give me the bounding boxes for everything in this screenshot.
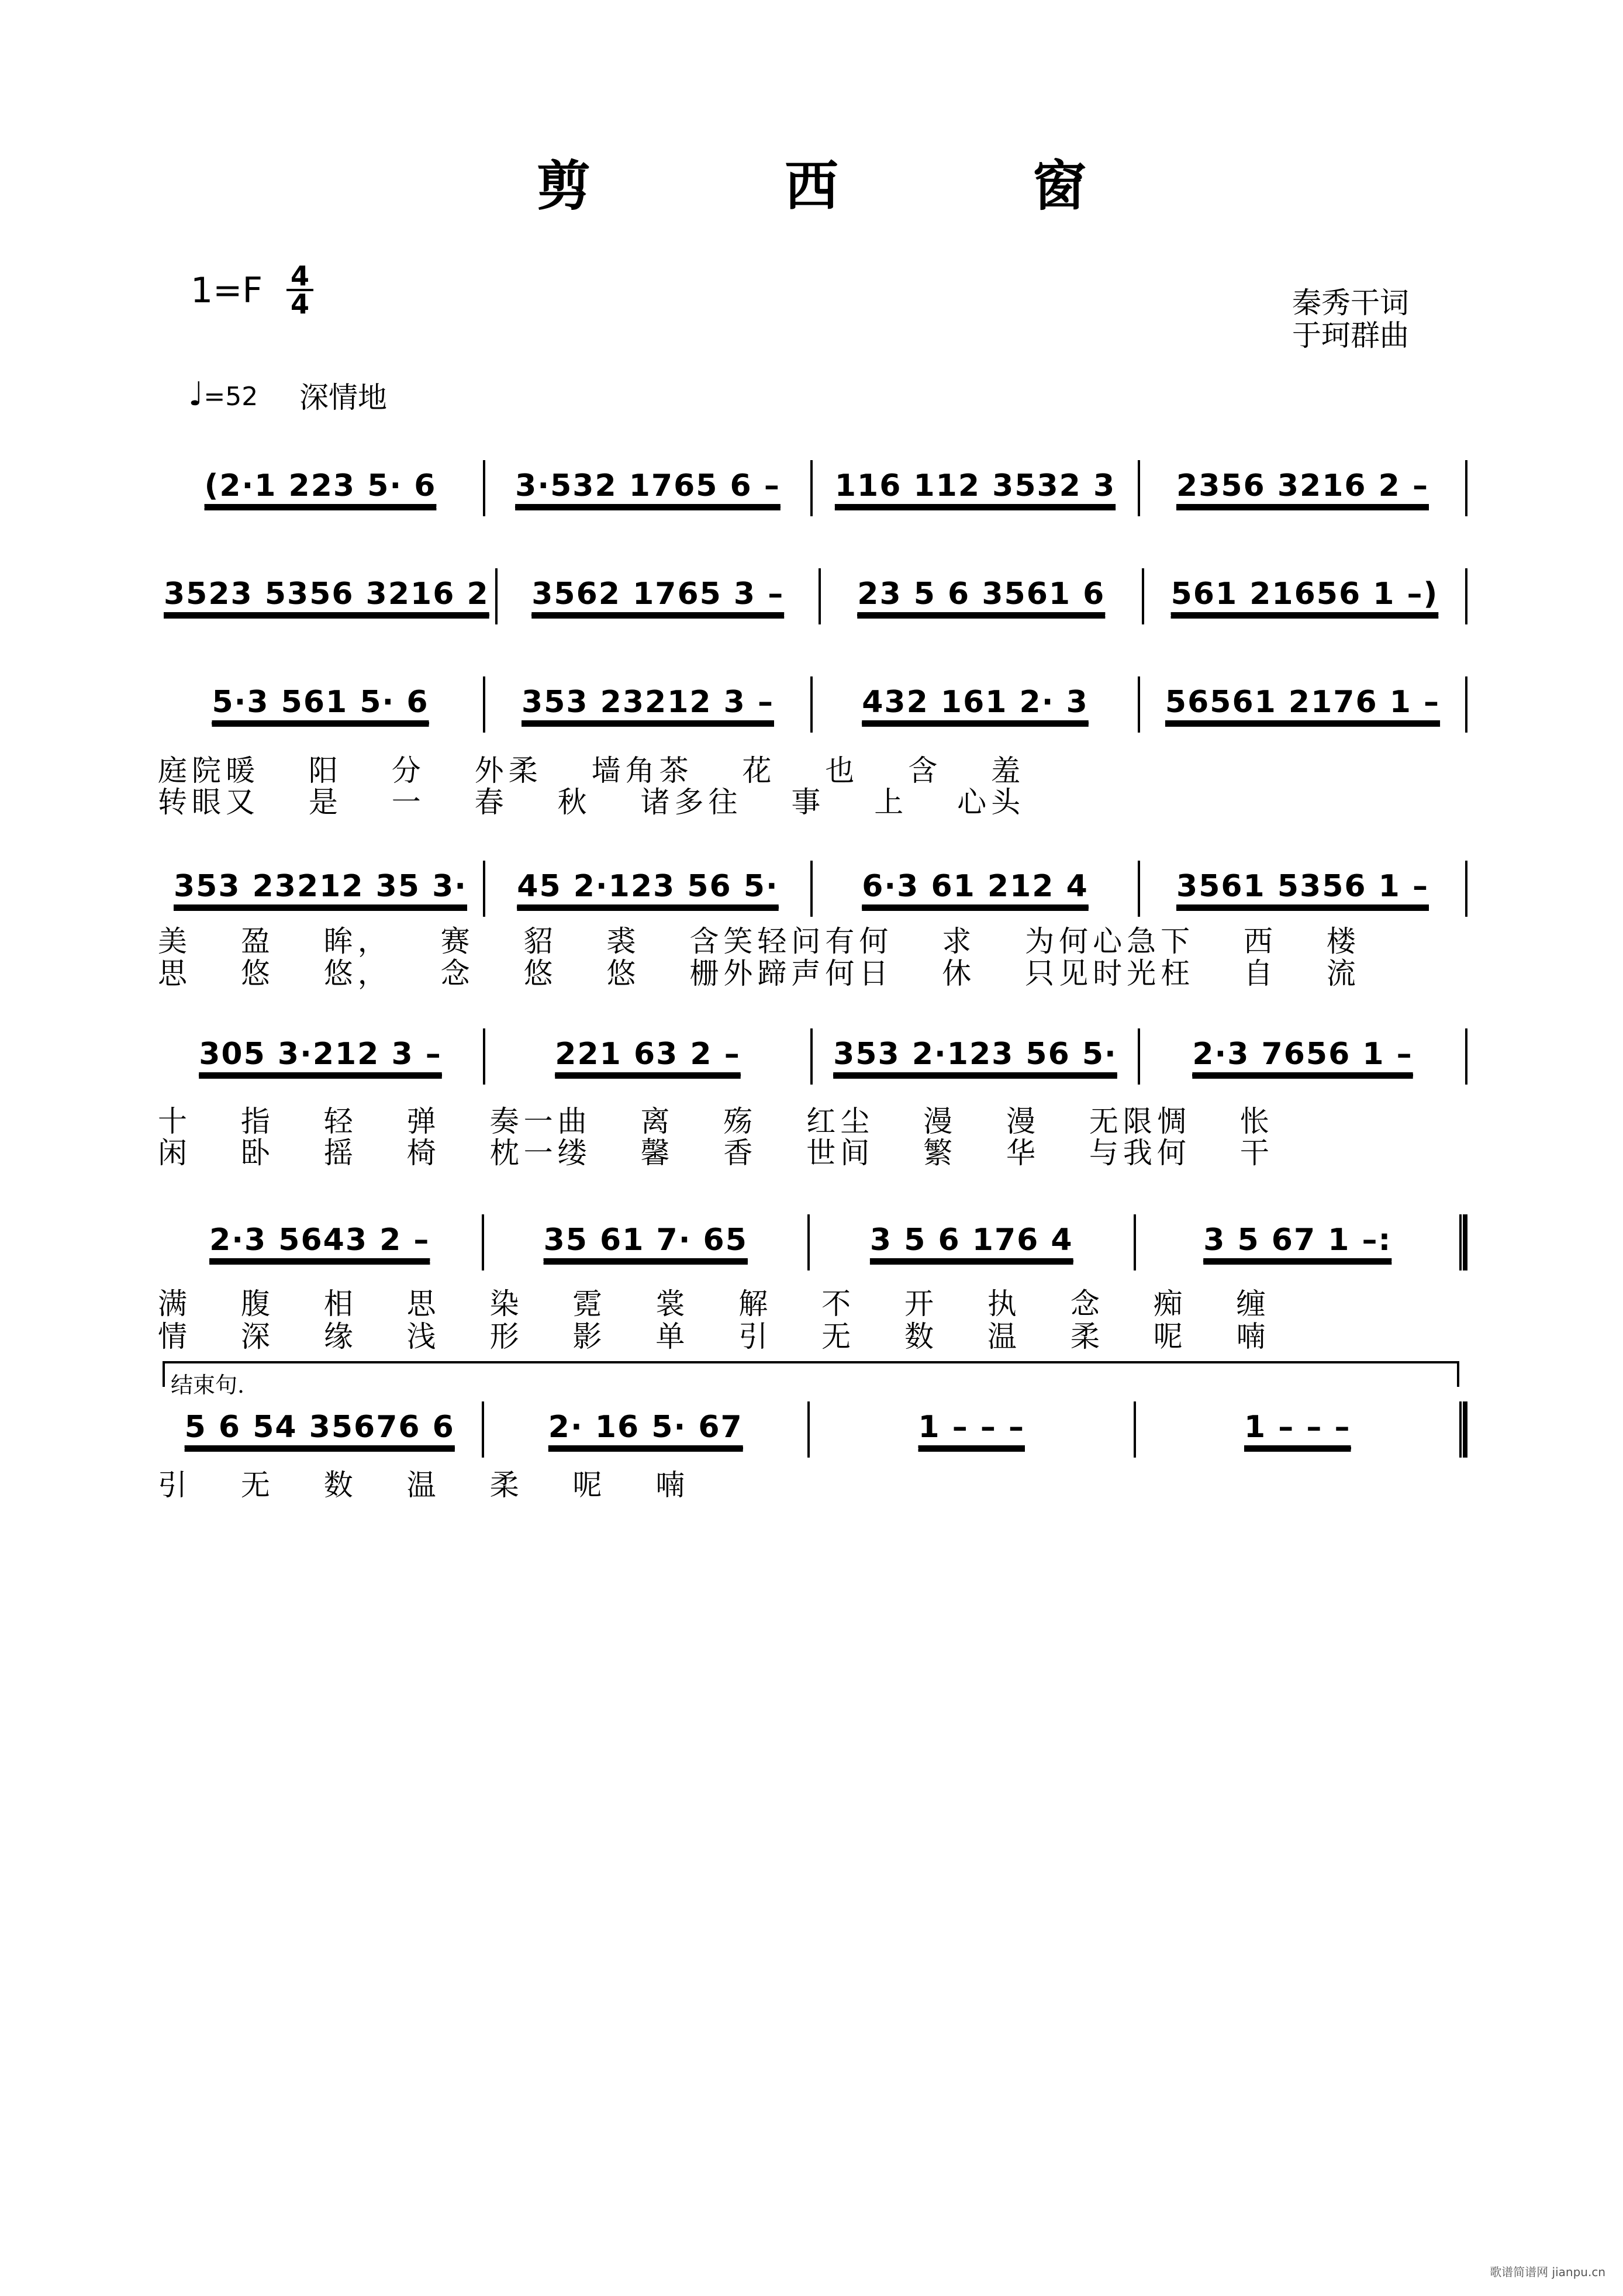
measure-notes: 3·532 1765 6 – — [515, 468, 781, 508]
measure — [158, 1037, 483, 1076]
measure-notes: 353 23212 3 – — [522, 685, 774, 724]
lyric-line: 庭院暖 阳 分 外柔 墙角茶 花 也 含 羞 — [158, 754, 1025, 788]
notation-system-7 — [158, 1397, 1467, 1462]
repeat-barline — [1459, 1214, 1467, 1270]
lyric-line: 满 腹 相 思 染 霓 裳 解 不 开 执 念 痴 缠 — [158, 1287, 1270, 1321]
measure-notes: 56561 2176 1 – — [1165, 685, 1440, 724]
measure — [1144, 576, 1465, 616]
measure-notes: 6·3 61 212 4 — [862, 869, 1089, 909]
measure-notes: 432 161 2· 3 — [862, 685, 1089, 724]
measure-notes: 5 6 54 35676 6 — [185, 1410, 455, 1449]
lyric-line: 引 无 数 温 柔 呢 喃 — [158, 1468, 690, 1502]
measure-notes: 3 5 67 1 –: — [1203, 1223, 1391, 1262]
measure-notes: 5·3 561 5· 6 — [212, 685, 429, 724]
measure — [813, 1037, 1138, 1076]
measure — [158, 468, 483, 508]
measure-notes: 221 63 2 – — [555, 1037, 740, 1076]
measure — [810, 1410, 1134, 1449]
measure — [1140, 869, 1465, 909]
ending-bracket — [163, 1361, 1459, 1398]
measure — [485, 468, 810, 508]
measure — [813, 685, 1138, 724]
measure — [485, 869, 810, 909]
measure — [1140, 468, 1465, 508]
measure — [1140, 1037, 1465, 1076]
measure-notes: 23 5 6 3561 6 — [857, 576, 1105, 616]
measure — [158, 1223, 482, 1262]
expression-marking: 深情地 — [299, 381, 387, 415]
notation-system-4 — [158, 857, 1467, 921]
measure-notes: (2·1 223 5· 6 — [205, 468, 437, 508]
measure — [1140, 685, 1465, 724]
barline — [1465, 460, 1467, 516]
measure — [158, 869, 483, 909]
measure — [821, 576, 1142, 616]
measure-notes: 1 – – – — [918, 1410, 1025, 1449]
page-title: 剪 西 窗 — [536, 154, 1175, 217]
measure — [1136, 1410, 1460, 1449]
ending-label: 结束句. — [171, 1372, 245, 1398]
barline — [1465, 1028, 1467, 1085]
measure-notes: 2·3 5643 2 – — [209, 1223, 430, 1262]
quarter-note-icon: ♩ — [188, 375, 204, 413]
tempo-marking — [188, 375, 258, 413]
lyricist: 秦秀干词 — [1292, 286, 1409, 320]
measure-notes: 3561 5356 1 – — [1176, 869, 1429, 909]
measure — [484, 1410, 808, 1449]
notation-system-3 — [158, 672, 1467, 737]
lyric-line: 闲 卧 摇 椅 枕一缕 馨 香 世间 繁 华 与我何 干 — [158, 1136, 1274, 1170]
measure-notes: 2356 3216 2 – — [1176, 468, 1429, 508]
measure-notes: 3 5 6 176 4 — [870, 1223, 1073, 1262]
measure-notes: 116 112 3532 3 — [835, 468, 1116, 508]
measure-notes: 561 21656 1 –) — [1171, 576, 1439, 616]
measure-notes: 2·3 7656 1 – — [1192, 1037, 1413, 1076]
notation-system-5 — [158, 1024, 1467, 1089]
measure — [484, 1223, 808, 1262]
key-signature: 1=F — [191, 270, 263, 311]
site-watermark: 歌谱简谱网 jianpu.cn — [1490, 2265, 1605, 2279]
measure-notes: 353 2·123 56 5· — [833, 1037, 1117, 1076]
lyric-line: 转眼又 是 一 春 秋 诸多往 事 上 心头 — [158, 785, 1025, 819]
measure-notes: 35 61 7· 65 — [544, 1223, 748, 1262]
notation-system-6 — [158, 1210, 1467, 1275]
measure — [1136, 1223, 1460, 1262]
tempo-value: =52 — [203, 382, 258, 412]
measure-notes: 3523 5356 3216 2 — [164, 576, 489, 616]
measure-notes: 3562 1765 3 – — [531, 576, 784, 616]
barline — [1465, 861, 1467, 917]
lyric-line: 十 指 轻 弹 奏一曲 离 殇 红尘 漫 漫 无限惆 怅 — [158, 1104, 1274, 1138]
final-barline — [1459, 1401, 1467, 1458]
lyric-line: 思 悠 悠， 念 悠 悠 栅外蹄声何日 休 只见时光枉 自 流 — [158, 957, 1360, 990]
measure — [158, 685, 483, 724]
measure-notes: 353 23212 35 3· — [174, 869, 467, 909]
measure-notes: 2· 16 5· 67 — [548, 1410, 743, 1449]
measure-notes: 1 – – – — [1244, 1410, 1351, 1449]
measure-notes: 305 3·212 3 – — [199, 1037, 442, 1076]
measure — [158, 576, 495, 616]
measure — [810, 1223, 1134, 1262]
measure-notes: 45 2·123 56 5· — [517, 869, 778, 909]
measure — [498, 576, 819, 616]
measure — [813, 869, 1138, 909]
measure — [813, 468, 1138, 508]
time-signature-bottom: 4 — [290, 288, 309, 320]
time-signature — [286, 260, 313, 320]
composer: 于珂群曲 — [1292, 319, 1409, 353]
measure — [485, 685, 810, 724]
measure — [485, 1037, 810, 1076]
lyric-line: 美 盈 眸， 赛 貂 裘 含笑轻问有何 求 为何心急下 西 楼 — [158, 924, 1360, 958]
barline — [1465, 676, 1467, 733]
notation-system-1 — [158, 456, 1467, 520]
lyric-line: 情 深 缘 浅 形 影 单 引 无 数 温 柔 呢 喃 — [158, 1320, 1270, 1354]
barline — [1465, 568, 1467, 624]
notation-system-2 — [158, 564, 1467, 629]
time-signature-top: 4 — [286, 264, 313, 291]
measure — [158, 1410, 482, 1449]
